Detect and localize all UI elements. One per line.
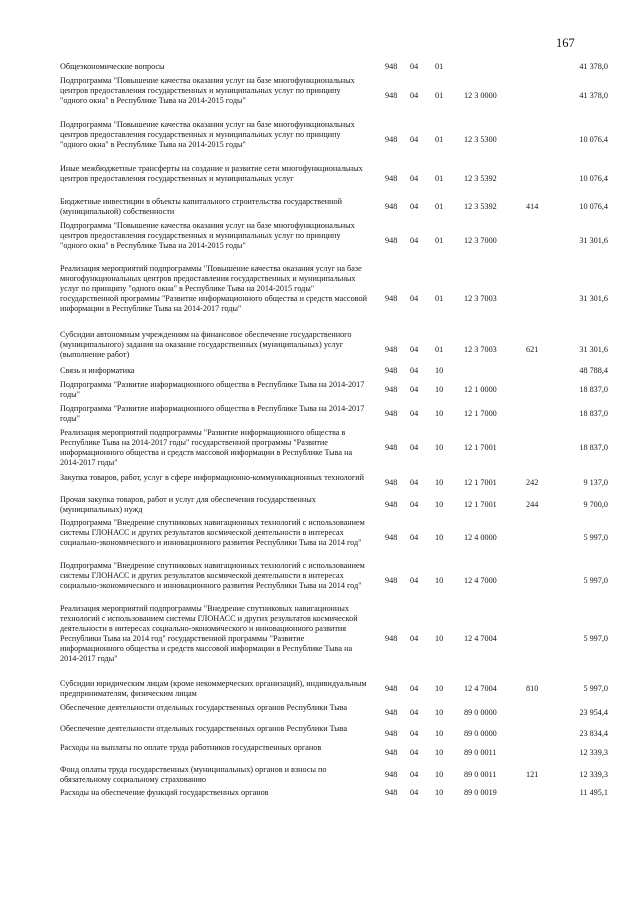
amount: 41 378,0	[579, 62, 608, 71]
table-row	[60, 679, 620, 703]
amount: 5 997,0	[583, 684, 608, 693]
item-name: Обеспечение деятельности отдельных государственных органов Республики Тыва	[60, 703, 348, 712]
amount: 23 954,4	[579, 708, 608, 717]
item-name: Субсидии юридическим лицам (кроме некоммерческих организаций), индивидуальным предпринимателям, физическим лицам	[60, 679, 367, 699]
subsection-code: 10	[435, 533, 444, 542]
subsection-code: 01	[435, 294, 444, 303]
amount: 18 837,0	[579, 385, 608, 394]
amount: 12 339,3	[579, 748, 608, 757]
subsection-code: 01	[435, 345, 444, 354]
subsection-code: 10	[435, 576, 444, 585]
subsection-code: 10	[435, 500, 444, 509]
expense-type-code: 621	[526, 345, 539, 354]
subsection-code: 10	[435, 385, 444, 394]
amount: 12 339,3	[579, 770, 608, 779]
item-name: Фонд оплаты труда государственных (муниципальных) органов и взносы по обязательному социальному страхованию	[60, 765, 327, 785]
target-article-code: 12 4 7004	[464, 634, 497, 643]
subsection-code: 10	[435, 770, 444, 779]
item-name: Обеспечение деятельности отдельных государственных органов Республики Тыва	[60, 724, 348, 733]
section-code: 04	[410, 135, 419, 144]
amount: 18 837,0	[579, 443, 608, 452]
ministry-code: 948	[385, 135, 398, 144]
table-row	[60, 788, 620, 802]
amount: 31 301,6	[579, 236, 608, 245]
item-name: Прочая закупка товаров, работ и услуг для обеспечения государственных (муниципальных) нужд	[60, 495, 316, 515]
target-article-code: 12 3 7000	[464, 236, 497, 245]
ministry-code: 948	[385, 729, 398, 738]
subsection-code: 10	[435, 708, 444, 717]
table-row	[60, 264, 620, 330]
amount: 18 837,0	[579, 409, 608, 418]
subsection-code: 01	[435, 135, 444, 144]
amount: 5 997,0	[583, 634, 608, 643]
amount: 9 137,0	[583, 478, 608, 487]
target-article-code: 89 0 0019	[464, 788, 497, 797]
section-code: 04	[410, 478, 419, 487]
section-code: 04	[410, 533, 419, 542]
amount: 9 700,0	[583, 500, 608, 509]
table-row	[60, 495, 620, 518]
table-row	[60, 164, 620, 197]
table-row	[60, 221, 620, 264]
amount: 10 076,4	[579, 135, 608, 144]
section-code: 04	[410, 385, 419, 394]
expense-type-code: 414	[526, 202, 539, 211]
expense-type-code: 244	[526, 500, 539, 509]
target-article-code: 89 0 0000	[464, 708, 497, 717]
target-article-code: 12 4 7000	[464, 576, 497, 585]
section-code: 04	[410, 91, 419, 100]
item-name: Подпрограмма "Развитие информационного общества в Республике Тыва на 2014-2017 годы"	[60, 380, 365, 400]
table-row	[60, 366, 620, 380]
ministry-code: 948	[385, 684, 398, 693]
ministry-code: 948	[385, 500, 398, 509]
item-name: Связь и информатика	[60, 366, 135, 375]
item-name: Иные межбюджетные трансферты на создание и развитие сети многофункциональных центров предоставления государственных и муниципальных услуг	[60, 164, 363, 184]
item-name: Субсидии автономным учреждениям на финансовое обеспечение государственного (муниципального) задания на оказание государственных (муниципальных) услуг (выполнение работ)	[60, 330, 352, 360]
target-article-code: 12 3 5300	[464, 135, 497, 144]
ministry-code: 948	[385, 174, 398, 183]
amount: 10 076,4	[579, 202, 608, 211]
ministry-code: 948	[385, 634, 398, 643]
target-article-code: 89 0 0000	[464, 729, 497, 738]
table-row	[60, 724, 620, 743]
amount: 5 997,0	[583, 576, 608, 585]
ministry-code: 948	[385, 236, 398, 245]
target-article-code: 12 1 7001	[464, 478, 497, 487]
table-row	[60, 561, 620, 604]
section-code: 04	[410, 500, 419, 509]
subsection-code: 10	[435, 684, 444, 693]
ministry-code: 948	[385, 576, 398, 585]
subsection-code: 01	[435, 236, 444, 245]
section-code: 04	[410, 443, 419, 452]
item-name: Общеэкономические вопросы	[60, 62, 165, 71]
item-name: Подпрограмма "Внедрение спутниковых навигационных технологий с использованием системы ГЛОНАСС и других результатов космической деятельности в интересах социально-экономического и инновационного развития Республики Тыва на 2014 год"	[60, 561, 365, 591]
amount: 10 076,4	[579, 174, 608, 183]
table-row	[60, 76, 620, 120]
item-name: Расходы на выплаты по оплате труда работников государственных органов	[60, 743, 322, 752]
amount: 11 495,1	[579, 788, 608, 797]
subsection-code: 01	[435, 174, 444, 183]
target-article-code: 12 1 7000	[464, 409, 497, 418]
table-row	[60, 330, 620, 366]
section-code: 04	[410, 788, 419, 797]
target-article-code: 89 0 0011	[464, 748, 497, 757]
amount: 23 834,4	[579, 729, 608, 738]
expense-type-code: 121	[526, 770, 539, 779]
section-code: 04	[410, 62, 419, 71]
subsection-code: 10	[435, 634, 444, 643]
item-name: Реализация мероприятий подпрограммы "Развитие информационного общества в Республике Тыва на 2014-2017 годы" государственной программы "Развитие информационного общества и средств массовой информации в Республике Тыва на 2014-2017 годы"	[60, 428, 353, 468]
table-row	[60, 380, 620, 404]
expense-type-code: 242	[526, 478, 539, 487]
amount: 48 788,4	[579, 366, 608, 375]
target-article-code: 89 0 0011	[464, 770, 497, 779]
table-row	[60, 197, 620, 221]
section-code: 04	[410, 202, 419, 211]
section-code: 04	[410, 366, 419, 375]
ministry-code: 948	[385, 770, 398, 779]
target-article-code: 12 4 7004	[464, 684, 497, 693]
section-code: 04	[410, 345, 419, 354]
target-article-code: 12 3 5392	[464, 174, 497, 183]
target-article-code: 12 3 7003	[464, 345, 497, 354]
subsection-code: 10	[435, 443, 444, 452]
section-code: 04	[410, 708, 419, 717]
expense-type-code: 810	[526, 684, 539, 693]
ministry-code: 948	[385, 202, 398, 211]
ministry-code: 948	[385, 294, 398, 303]
target-article-code: 12 4 0000	[464, 533, 497, 542]
target-article-code: 12 3 5392	[464, 202, 497, 211]
subsection-code: 10	[435, 478, 444, 487]
amount: 31 301,6	[579, 294, 608, 303]
item-name: Подпрограмма "Повышение качества оказания услуг на базе многофункциональных центров предоставления государственных и муниципальных услуг по принципу "одного окна" в Республике Тыва на 2014-2015 годы"	[60, 120, 355, 150]
amount: 5 997,0	[583, 533, 608, 542]
ministry-code: 948	[385, 788, 398, 797]
section-code: 04	[410, 684, 419, 693]
target-article-code: 12 1 7001	[464, 500, 497, 509]
ministry-code: 948	[385, 62, 398, 71]
subsection-code: 10	[435, 748, 444, 757]
ministry-code: 948	[385, 385, 398, 394]
amount: 31 301,6	[579, 345, 608, 354]
subsection-code: 01	[435, 62, 444, 71]
section-code: 04	[410, 409, 419, 418]
section-code: 04	[410, 748, 419, 757]
section-code: 04	[410, 634, 419, 643]
subsection-code: 01	[435, 202, 444, 211]
ministry-code: 948	[385, 478, 398, 487]
target-article-code: 12 1 0000	[464, 385, 497, 394]
ministry-code: 948	[385, 409, 398, 418]
target-article-code: 12 3 7003	[464, 294, 497, 303]
table-row	[60, 473, 620, 495]
subsection-code: 10	[435, 788, 444, 797]
table-row	[60, 703, 620, 724]
subsection-code: 10	[435, 409, 444, 418]
table-row	[60, 604, 620, 679]
budget-table	[60, 62, 620, 802]
ministry-code: 948	[385, 345, 398, 354]
subsection-code: 10	[435, 366, 444, 375]
item-name: Подпрограмма "Повышение качества оказания услуг на базе многофункциональных центров предоставления государственных и муниципальных услуг по принципу "одного окна" в Республике Тыва на 2014-2015 годы"	[60, 76, 355, 106]
ministry-code: 948	[385, 91, 398, 100]
section-code: 04	[410, 729, 419, 738]
table-row	[60, 518, 620, 561]
section-code: 04	[410, 174, 419, 183]
item-name: Подпрограмма "Внедрение спутниковых навигационных технологий с использованием системы ГЛОНАСС и других результатов космической деятельности в интересах социально-экономического и инновационного развития Республики Тыва на 2014 год"	[60, 518, 365, 548]
item-name: Реализация мероприятий подпрограммы "Внедрение спутниковых навигационных технологий с использованием системы ГЛОНАСС и других результатов космической деятельности в интересах социально-экономического и инновационного развития Республики Тыва на 2014 год" государственной программы "Развитие информационного общества и средств массовой информации в Республике Тыва на 2014-2017 годы"	[60, 604, 358, 664]
table-row	[60, 120, 620, 164]
item-name: Закупка товаров, работ, услуг в сфере информационно-коммуникационных технологий	[60, 473, 364, 482]
section-code: 04	[410, 576, 419, 585]
section-code: 04	[410, 294, 419, 303]
table-row	[60, 62, 620, 76]
ministry-code: 948	[385, 748, 398, 757]
subsection-code: 10	[435, 729, 444, 738]
section-code: 04	[410, 770, 419, 779]
table-row	[60, 765, 620, 788]
ministry-code: 948	[385, 708, 398, 717]
section-code: 04	[410, 236, 419, 245]
table-row	[60, 404, 620, 428]
item-name: Подпрограмма "Повышение качества оказания услуг на базе многофункциональных центров предоставления государственных и муниципальных услуг по принципу "одного окна" в Республике Тыва на 2014-2015 годы"	[60, 221, 355, 251]
item-name: Подпрограмма "Развитие информационного общества в Республике Тыва на 2014-2017 годы"	[60, 404, 365, 424]
target-article-code: 12 3 0000	[464, 91, 497, 100]
page-number: 167	[556, 36, 575, 50]
ministry-code: 948	[385, 366, 398, 375]
amount: 41 378,0	[579, 91, 608, 100]
ministry-code: 948	[385, 443, 398, 452]
item-name: Расходы на обеспечение функций государственных органов	[60, 788, 269, 797]
item-name: Бюджетные инвестиции в объекты капитального строительства государственной (муниципальной) собственности	[60, 197, 342, 217]
table-row	[60, 428, 620, 473]
table-row	[60, 743, 620, 765]
item-name: Реализация мероприятий подпрограммы "Повышение качества оказания услуг на базе многофункциональных центров предоставления государственных и муниципальных услуг по принципу "одного окна" в Республике Тыва на 2014-2015 годы" государственной программы "Развитие информационного общества и средств массовой информации в Республике Тыва на 2014-2017 годы"	[60, 264, 367, 314]
subsection-code: 01	[435, 91, 444, 100]
target-article-code: 12 1 7001	[464, 443, 497, 452]
ministry-code: 948	[385, 533, 398, 542]
